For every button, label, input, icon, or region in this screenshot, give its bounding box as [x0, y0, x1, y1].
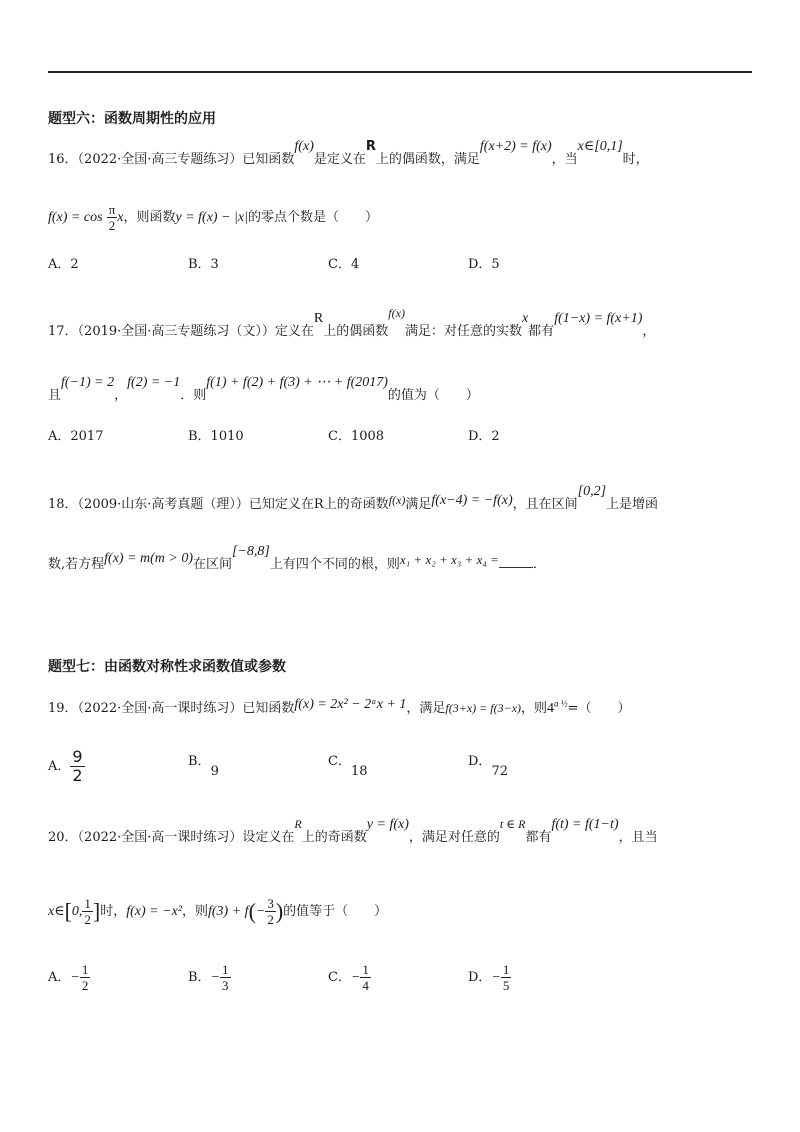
- q17-source: （2019·全国·高三专题练习（文））: [77, 324, 275, 339]
- q17-formula: x: [521, 311, 529, 326]
- q20-option-a[interactable]: [48, 962, 90, 993]
- paren-right: ): [275, 898, 284, 924]
- q17-formula: f(1−x) = f(x+1): [554, 311, 643, 326]
- frac-den: 2: [84, 912, 91, 927]
- q16-set-R: R: [365, 139, 376, 154]
- option-fraction: [501, 962, 512, 993]
- q18-text: 已知定义在: [248, 497, 314, 512]
- frac-num: 3: [267, 896, 274, 911]
- q17-line2: [48, 375, 479, 404]
- q18-source: （2009·山东·高考真题（理））: [77, 497, 249, 512]
- q20-formula: t ∈ R: [499, 817, 526, 831]
- q17-text: 满足：对任意的实数: [404, 324, 522, 339]
- q20-text: 时，: [100, 904, 127, 919]
- frac-num: 1: [502, 962, 510, 977]
- q17-text: ，: [642, 324, 656, 339]
- q20-number: 20．: [48, 830, 78, 845]
- q18-text: 上的奇函数: [323, 497, 389, 512]
- q18-formula: [−8,8]: [232, 544, 270, 559]
- q16-option-b[interactable]: B．3: [188, 257, 219, 272]
- q17-formula: f(−1) = 2: [61, 375, 115, 390]
- q18-formula: f(x−4) = −f(x): [431, 493, 513, 508]
- q16-formula: x∈[0,1]: [577, 139, 623, 154]
- q17-option-a[interactable]: A．2017: [48, 429, 104, 444]
- q20-line1: [48, 817, 658, 846]
- option-value: 9: [210, 764, 219, 779]
- q16-text: 上的偶函数，满足: [375, 152, 480, 167]
- section-heading-6: 题型六：函数周期性的应用: [48, 111, 216, 127]
- minus-sign: −: [210, 970, 221, 985]
- q19-number: 19．: [48, 701, 78, 716]
- frac-num: 1: [81, 962, 89, 977]
- q20-text: ，满足对任意的: [408, 830, 500, 845]
- q18-line2: [48, 544, 546, 573]
- q19-option-b[interactable]: [188, 750, 219, 779]
- q18-formula: f(x): [388, 493, 406, 507]
- frac-den: 2: [267, 912, 274, 927]
- minus-sign: −: [255, 904, 266, 919]
- q16-option-c[interactable]: C．4: [328, 257, 360, 272]
- q20-option-d[interactable]: [468, 962, 511, 993]
- minus-sign: −: [70, 970, 80, 985]
- q18-formula: [0,2]: [577, 484, 607, 499]
- minus-sign: −: [350, 970, 361, 985]
- q18-set-R: R: [313, 497, 324, 512]
- q16-formula: y = f(x) − |x|: [175, 210, 248, 225]
- q16-formula: f(x+2) = f(x): [479, 139, 552, 154]
- q18-formula: x₁ + x₂ + x₃ + x₄ =: [399, 552, 499, 567]
- q17-formula: f(2) = −1: [127, 375, 181, 390]
- q19-formula: f(x) = 2x² − 2ᵃx + 1: [294, 697, 407, 712]
- q19-text: =（ ）: [567, 701, 631, 716]
- q17-text: ．则: [180, 388, 207, 403]
- q20-text: 设定义在: [242, 830, 295, 845]
- q17-option-c[interactable]: C．1008: [328, 429, 385, 444]
- q19-option-c[interactable]: [328, 750, 368, 779]
- option-label: B．: [188, 970, 211, 985]
- option-fraction: [360, 962, 371, 993]
- q19-formula: 4: [547, 701, 555, 716]
- option-label: A．: [48, 759, 71, 774]
- top-rule: [48, 71, 752, 73]
- q19-source: （2022·全国·高一课时练习）: [77, 701, 243, 716]
- q18-text: 上是增函: [606, 497, 659, 512]
- q17-text: 的值为（ ）: [387, 388, 479, 403]
- q17-line1: [48, 306, 656, 340]
- q17-text: 都有: [528, 324, 555, 339]
- q16-number: 16．: [48, 152, 78, 167]
- q16-line1: [48, 139, 649, 168]
- q18-formula: f(x) = m(m > 0): [104, 551, 194, 566]
- q19-text: ，满足: [406, 701, 446, 716]
- q20-set-R: R: [294, 817, 302, 831]
- q18-number: 18．: [48, 497, 78, 512]
- q16-text: 是定义在: [313, 152, 366, 167]
- frac-den: 2: [72, 766, 83, 785]
- q18-answer-blank[interactable]: [499, 567, 533, 568]
- q20-option-c[interactable]: [328, 962, 371, 993]
- q19-exponent: a ½: [554, 698, 568, 709]
- option-label: D．: [468, 754, 492, 769]
- q20-formula: y = f(x): [366, 817, 409, 832]
- q18-line1: [48, 484, 659, 513]
- q20-formula: f(3) + f: [208, 904, 249, 919]
- q20-formula: 0,: [71, 904, 83, 919]
- frac-den: 2: [108, 218, 116, 233]
- q18-text: ．: [532, 557, 546, 572]
- option-value: 72: [491, 764, 508, 779]
- option-label: A．: [48, 970, 71, 985]
- q16-formula: f(x): [294, 139, 314, 154]
- q20-option-b[interactable]: [188, 962, 231, 993]
- bracket-right: ]: [92, 898, 101, 924]
- option-label: C．: [328, 754, 351, 769]
- q16-fraction: [107, 202, 118, 233]
- q16-text: 已知函数: [242, 152, 295, 167]
- q16-line2: [48, 202, 378, 233]
- q17-text: 定义在: [274, 324, 314, 339]
- frac-den: 2: [81, 978, 89, 993]
- q16-formula: x: [117, 210, 124, 225]
- q19-formula: f(3+x) = f(3−x): [445, 701, 522, 715]
- q19-line1: [48, 697, 630, 717]
- q16-text: ，当: [551, 152, 578, 167]
- q16-formula: f(x) = cos: [48, 210, 103, 225]
- q17-number: 17．: [48, 324, 78, 339]
- q20-formula: x∈: [48, 904, 65, 919]
- q19-option-a[interactable]: [48, 748, 85, 785]
- frac-num: 1: [362, 962, 369, 977]
- frac-den: 3: [222, 978, 229, 993]
- option-label: C．: [328, 970, 351, 985]
- option-value: 18: [350, 764, 368, 779]
- q20-text: 上的奇函数: [301, 830, 367, 845]
- q20-text: 的值等于（ ）: [283, 904, 388, 919]
- frac-num: 1: [84, 896, 91, 911]
- q20-text: ，则: [181, 904, 208, 919]
- q20-source: （2022·全国·高一课时练习）: [77, 830, 243, 845]
- option-label: D．: [468, 970, 492, 985]
- q16-option-a[interactable]: A．2: [48, 257, 79, 272]
- minus-sign: −: [491, 970, 501, 985]
- q16-option-d[interactable]: D．5: [468, 257, 500, 272]
- q17-option-b[interactable]: B．1010: [188, 429, 244, 444]
- q19-option-d[interactable]: [468, 750, 508, 779]
- q20-line2: [48, 896, 387, 927]
- section-heading-7: 题型七：由函数对称性求函数值或参数: [48, 659, 286, 675]
- q20-formula: f(t) = f(1−t): [551, 817, 619, 832]
- q17-formula: f(x): [388, 306, 405, 320]
- q20-text: 都有: [525, 830, 552, 845]
- q17-text: ，: [114, 388, 128, 403]
- q20-fraction: [82, 896, 93, 927]
- frac-num: 1: [222, 962, 229, 977]
- q19-text: ，则: [521, 701, 548, 716]
- q18-text: 数,若方程: [48, 557, 105, 572]
- option-label: B．: [188, 754, 211, 769]
- q16-source: （2022·全国·高三专题练习）: [77, 152, 243, 167]
- frac-num: 9: [72, 747, 83, 766]
- q18-text: 在区间: [193, 557, 233, 572]
- paren-left: (: [248, 898, 256, 924]
- q20-formula: f(x) = −x²: [126, 904, 182, 919]
- q20-fraction: [265, 896, 276, 927]
- q19-text: 已知函数: [242, 701, 295, 716]
- q16-text: 时，: [622, 152, 649, 167]
- q17-text: 且: [48, 388, 62, 403]
- q16-text: ，则函数: [123, 210, 176, 225]
- option-fraction: [80, 962, 91, 993]
- frac-den: 5: [502, 978, 510, 993]
- q17-text: 上的偶函数: [323, 324, 389, 339]
- frac-num: π: [108, 202, 116, 217]
- q17-formula: f(1) + f(2) + f(3) + ⋯ + f(2017): [206, 375, 388, 390]
- q17-set-R: R: [313, 311, 324, 326]
- frac-den: 4: [362, 978, 369, 993]
- q16-text: 的零点个数是（ ）: [247, 210, 378, 225]
- q19-option-a-fraction: [70, 748, 84, 785]
- q18-text: 上有四个不同的根，则: [269, 557, 400, 572]
- q17-option-d[interactable]: D．2: [468, 429, 500, 444]
- bracket-left: [: [64, 898, 72, 924]
- q20-text: ，且当: [618, 830, 658, 845]
- option-fraction: [220, 962, 231, 993]
- q18-text: ，且在区间: [512, 497, 578, 512]
- q18-text: 满足: [405, 497, 432, 512]
